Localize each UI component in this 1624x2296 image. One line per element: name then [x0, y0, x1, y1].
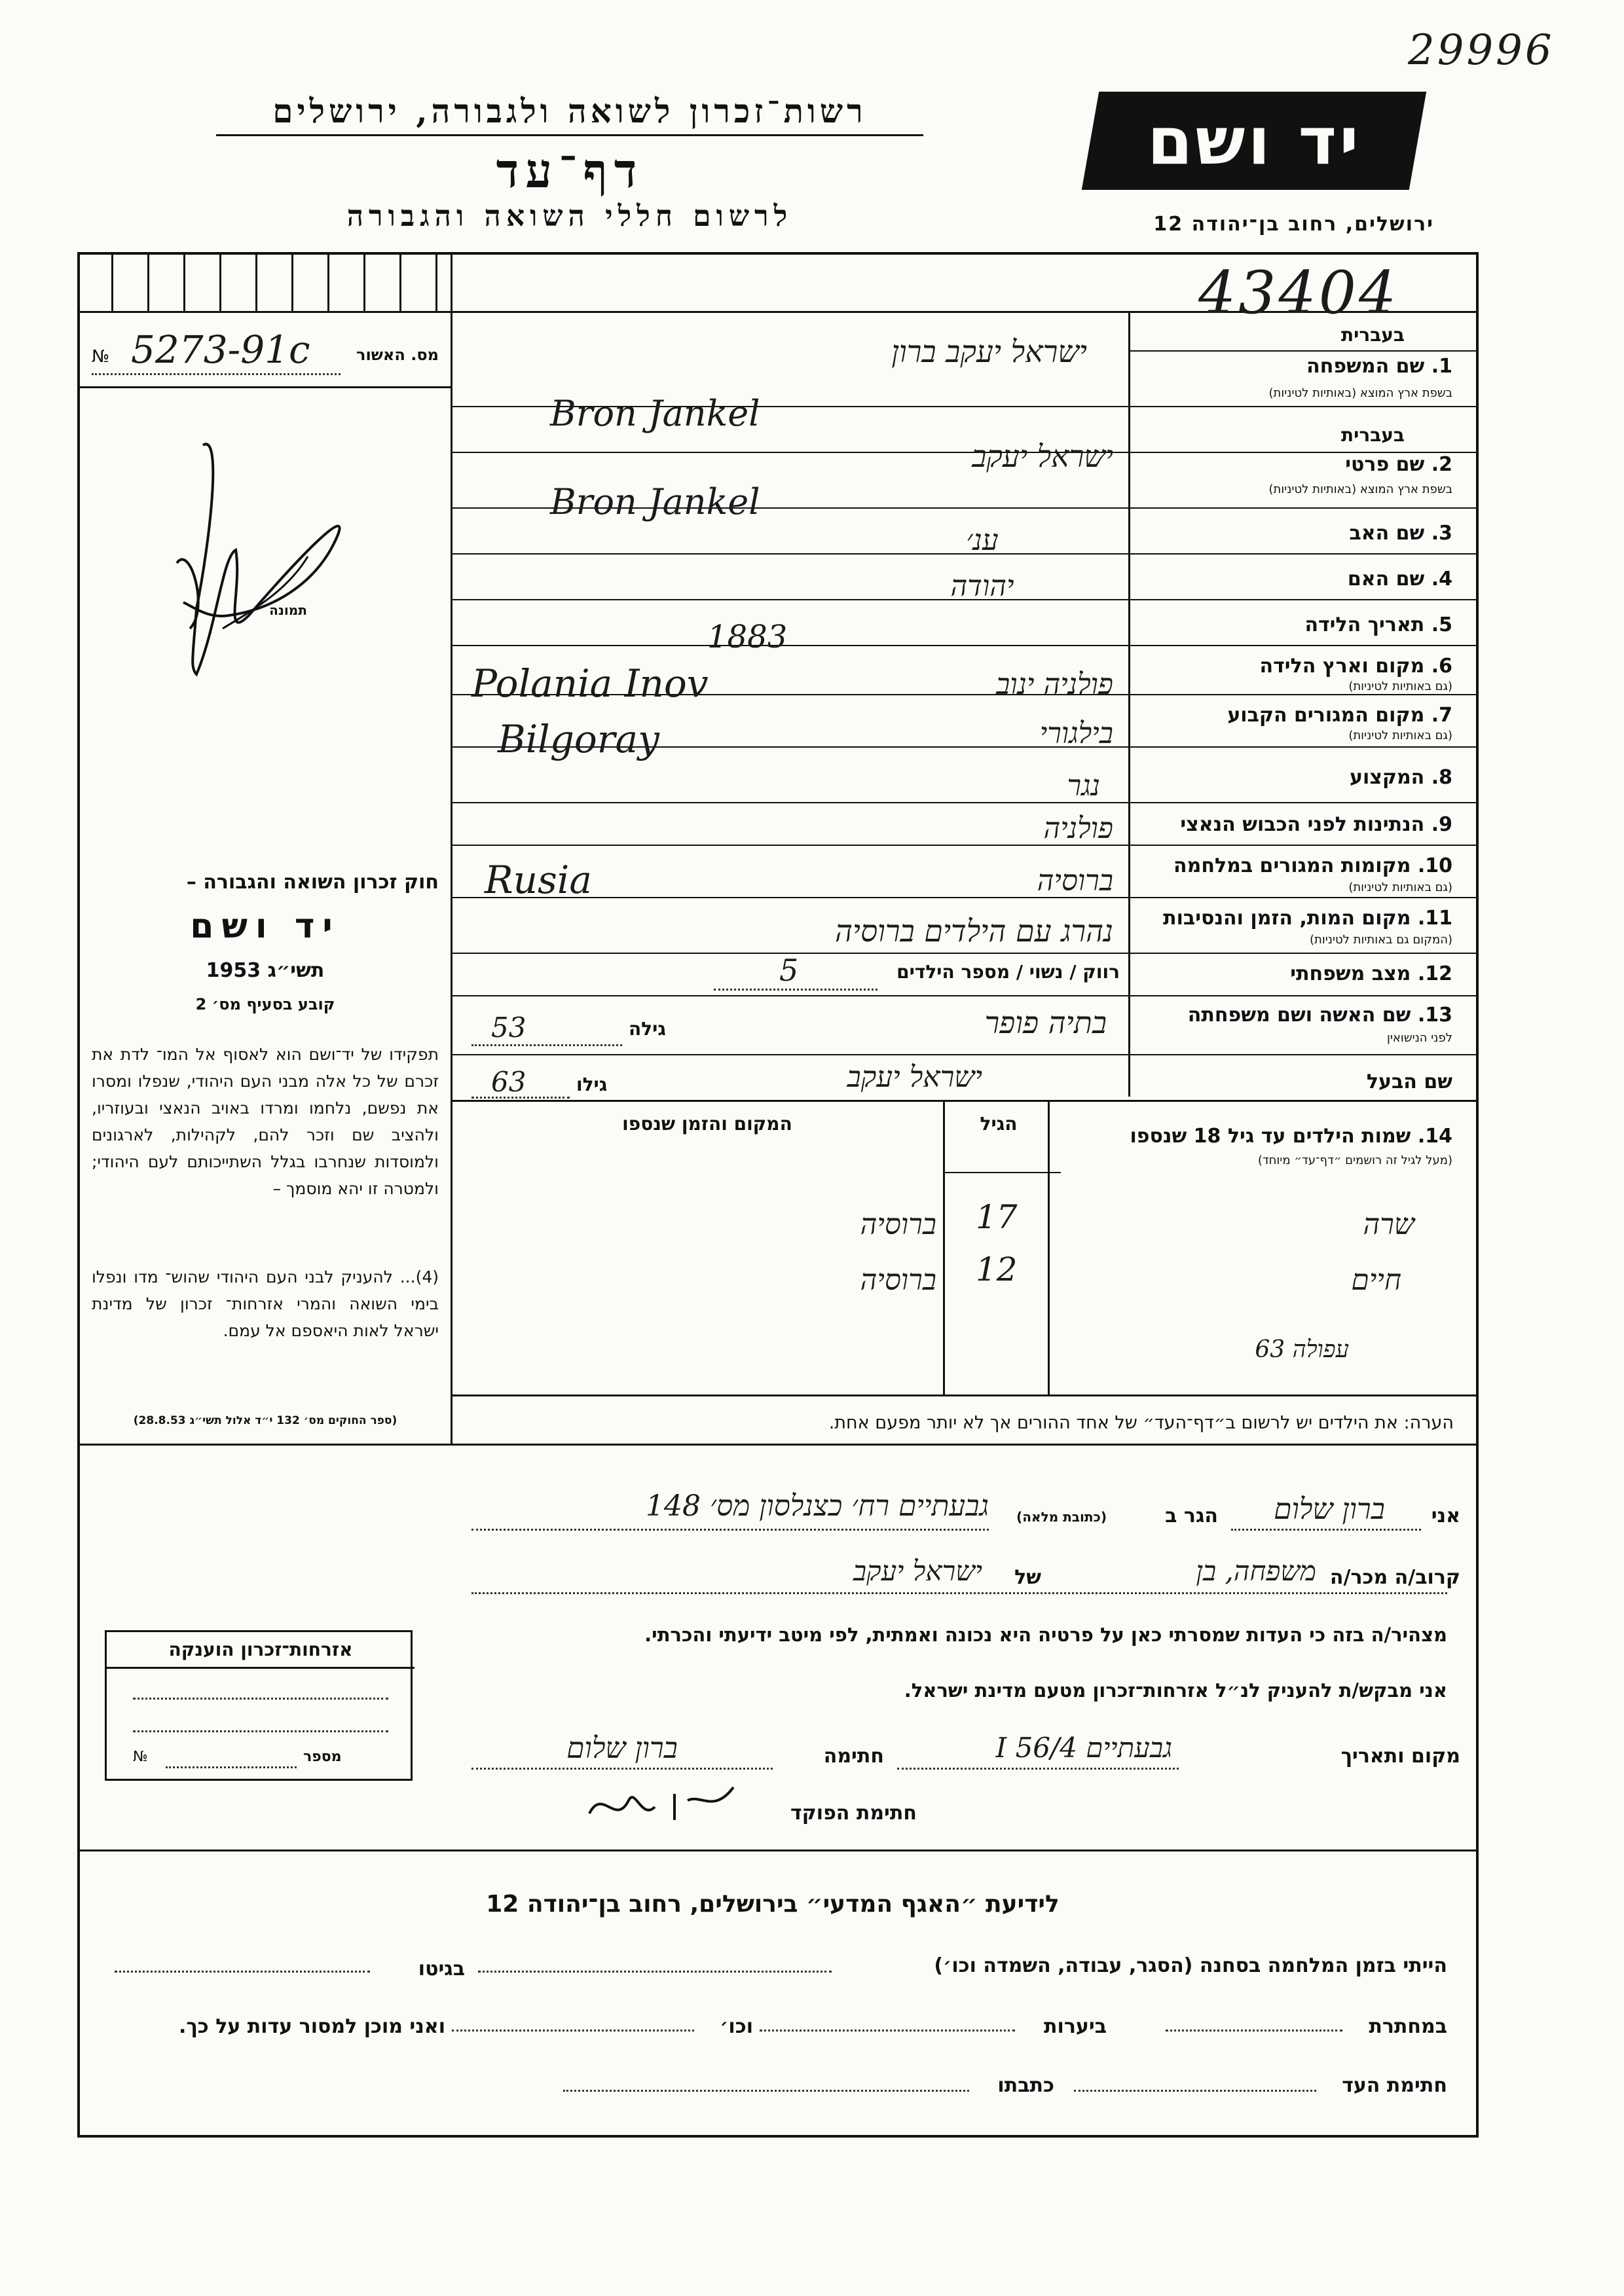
- form-subtitle: לרשום חללי השואה והגבורה: [346, 200, 793, 233]
- value-husband-name: ישראל יעקב: [847, 1061, 982, 1094]
- label-marital: 12. מצב משפחתי: [1290, 962, 1452, 985]
- authority-name: רשות־זכרון לשואה ולגבורה, ירושלים: [272, 92, 867, 130]
- footer-q3-address: כתבתו: [997, 2074, 1054, 2097]
- photo-label: תמונה: [269, 602, 307, 618]
- value-wartime-residence-lat: Rusia: [485, 858, 592, 902]
- value-children-count: 5: [779, 953, 799, 988]
- label-citizenship: 9. הנתינות לפני הכבוש הנאצי: [1180, 813, 1452, 836]
- decl-relative-label: קרוב/ה מכר/ה: [1329, 1566, 1460, 1589]
- decl-of-label: של: [1014, 1566, 1041, 1589]
- child-age: 17: [976, 1198, 1018, 1236]
- footer-info: לידיעת ״האגף המדעי״ בירושלים, רחוב בן־יהודה 12: [486, 1891, 1060, 1918]
- decl-resident: הגר ב: [1165, 1504, 1218, 1527]
- photo-area: [124, 393, 413, 720]
- officer-signature: [576, 1774, 747, 1833]
- label-col-age: הגיל: [980, 1113, 1018, 1135]
- law-year: תשי״ג 1953: [206, 959, 325, 982]
- children-divider-2: [943, 1100, 945, 1394]
- label-in-hebrew-1: בעברית: [1340, 324, 1405, 346]
- label-in-hebrew-2: בעברית: [1340, 424, 1405, 446]
- label-husband-age: גילו: [576, 1074, 608, 1095]
- label-birth-place-sub: (גם באותיות לטיניות): [1348, 680, 1452, 693]
- header-address: ירושלים, רחוב בן־יהודה 12: [1153, 213, 1434, 236]
- law-title: חוק זכרון השואה והגבורה –: [186, 871, 439, 894]
- value-wife-age: 53: [491, 1011, 526, 1044]
- decl-i-am: אני: [1431, 1504, 1460, 1527]
- footer-q2-etc: וכו׳: [720, 2015, 753, 2038]
- archive-number: 29996: [1408, 26, 1555, 75]
- label-first-name: 2. שם פרטי: [1345, 453, 1452, 476]
- label-children: 14. שמות הילדים עד גיל 18 שנספו: [1130, 1125, 1452, 1148]
- approval-label: מס. האשור: [356, 346, 439, 364]
- decl-relation: משפחה, בן: [1196, 1555, 1316, 1587]
- label-husband: שם הבעל: [1366, 1070, 1452, 1093]
- citizenship-number-label: מספר: [303, 1749, 342, 1765]
- footer-q1-ghetto: בגיטו: [418, 1958, 465, 1980]
- value-first-name-he: ישראל יעקב: [972, 439, 1113, 474]
- law-clause: קובע בסעיף מס׳ 2: [195, 995, 335, 1013]
- footer-q1: הייתי בזמן המלחמה בסחנה (הסגר, עבודה, השמדה וכו׳): [934, 1954, 1447, 1977]
- decl-witness-name: ברון שלום: [1274, 1493, 1385, 1526]
- decl-signature-label: חתימה: [823, 1745, 884, 1768]
- label-residence: 7. מקום המגורים הקבוע: [1227, 704, 1452, 727]
- approval-row: [92, 327, 445, 372]
- approval-rule: [77, 386, 451, 388]
- decl-place-date: גבעתיים 4/I 56: [995, 1732, 1172, 1764]
- label-surname: 1. שם המשפחה: [1306, 355, 1452, 378]
- value-citizenship: פולניה: [1043, 812, 1113, 845]
- label-birth-date: 5. תאריך הלידה: [1304, 613, 1452, 636]
- citizenship-title: אזרחות־זכרון הוענקה: [107, 1639, 415, 1669]
- child-name: חיים: [1351, 1264, 1401, 1297]
- label-wife: 13. שם האשה ושם משפחתה: [1187, 1004, 1452, 1027]
- citizenship-box: [105, 1630, 413, 1781]
- form-title: דף־עד: [496, 143, 644, 198]
- label-wartime-residence: 10. מקומות המגורים במלחמה: [1173, 854, 1452, 877]
- law-text: תפקידו של יד־ושם הוא לאסוף אל המו־ לדת את זכרם של כל אלה מבני העם היהודי, שנפלו ומסרו את נפשם, נלחמו ומרדו באויב הנאצי ובעוזריו, ולהציב שם וזכר להם, לקהילות, לארגונים ולמוסדות שנחרבו בגלל השתייכותם לעם היהודי; ולמטרה זו יהא מוסמך –: [92, 1045, 439, 1198]
- child-place: ברוסיה: [860, 1264, 936, 1297]
- value-birth-date: 1883: [707, 619, 788, 655]
- child-age: 12: [976, 1250, 1018, 1288]
- value-birth-place-lat: Polania Inov: [471, 661, 709, 706]
- value-wartime-residence-he: ברוסיה: [1037, 864, 1113, 898]
- label-profession: 8. המקצוע: [1350, 766, 1452, 789]
- label-divider: [1128, 311, 1130, 1097]
- label-surname-sub: בשפת ארץ המוצא (באותיות לטיניות): [1268, 386, 1452, 400]
- label-wartime-residence-sub: (גם באותיות לטיניות): [1348, 881, 1452, 894]
- label-father: 3. שם האב: [1349, 522, 1452, 545]
- label-marital-options: רווק / נשוי / מספר הילדים: [896, 961, 1120, 983]
- decl-relation-of: ישראל יעקב: [853, 1555, 982, 1587]
- decl-statement: מצהיר/ה בזה כי העדות שמסרתי כאן על פרטיה היא נכונה ואמתית, לפי מיטב ידיעתי והכרתי.: [644, 1624, 1447, 1646]
- approval-no-sign: №: [92, 347, 110, 367]
- footer-q2-tail: ואני מוכן למסור עדות על כך.: [179, 2015, 445, 2038]
- label-wife-age: גילה: [629, 1018, 666, 1040]
- footer-q2-camp: במחתרת: [1369, 2015, 1447, 2038]
- label-first-name-sub: בשפת ארץ המוצא (באותיות לטיניות): [1268, 483, 1452, 496]
- value-wife-name: בתיה פופר: [984, 1005, 1107, 1040]
- decl-signature: ברון שלום: [566, 1732, 678, 1765]
- value-surname-lat: Bron Jankel: [550, 393, 760, 434]
- value-husband-age: 63: [491, 1066, 526, 1098]
- label-col-place: המקום והזמן שנספו: [622, 1113, 792, 1135]
- label-death: 11. מקום המות, הזמן והנסיבות: [1163, 907, 1452, 930]
- decl-place-date-label: מקום ותאריך: [1340, 1745, 1460, 1768]
- law-name: יד ושם: [190, 907, 341, 946]
- footer-q3-witness: חתימת העד: [1342, 2074, 1447, 2097]
- label-mother: 4. שם האם: [1347, 568, 1452, 591]
- label-children-sub: (מעל לגיל זה רושמים ״דף־עד״ מיוחד): [1257, 1154, 1452, 1167]
- header-rule: [216, 134, 923, 136]
- footer-q2-forest: ביערות: [1044, 2015, 1107, 2038]
- sidebar-divider: [451, 252, 452, 1444]
- decl-officer-label: חתימת הפוקד: [790, 1802, 917, 1825]
- label-death-sub: (המקום גם באותיות לטיניות): [1309, 933, 1452, 947]
- label-residence-sub: (גם באותיות לטיניות): [1348, 729, 1452, 742]
- value-birth-place-he: פולניה ינוב: [996, 668, 1113, 701]
- value-mother: יהודה: [950, 570, 1014, 603]
- citizenship-no-sign: №: [133, 1749, 148, 1765]
- registry-number: 43404: [1198, 259, 1399, 327]
- children-divider-1: [1048, 1100, 1050, 1394]
- value-father: ענ׳: [966, 524, 999, 557]
- decl-witness-address: גבעתיים רח׳ כצנלסון מס׳ 148: [646, 1489, 989, 1523]
- photo-scribble: [183, 444, 340, 674]
- law-reference: (ספר החוקים מס׳ 132 י״ד אלול תשי״ג 28.8.53): [133, 1414, 397, 1427]
- decl-address-hint: (כתובת מלאה): [1016, 1509, 1107, 1525]
- law-text-2: (4)... להעניק לבני העם היהודי שהוש־ מדו ונפלו בימי השואה והמרי אזרחות־ זכרון של מדינת ישראל לאות היאספם אל עמם.: [92, 1267, 439, 1340]
- value-residence-lat: Bilgoray: [498, 717, 659, 761]
- decl-request: אני מבקש/ת להעניק לנ״ל אזרחות־זכרון מטעם מדינת ישראל.: [904, 1679, 1447, 1702]
- value-first-name-lat: Bron Jankel: [550, 481, 760, 522]
- binding-strip: [77, 252, 451, 311]
- value-profession: נגר: [1067, 769, 1100, 803]
- logo-text: יד ושם: [1147, 102, 1361, 179]
- value-surname-he: ישראל יעקב ברון: [891, 334, 1087, 369]
- label-wife-sub: לפני הנישואין: [1386, 1031, 1452, 1045]
- label-birth-place: 6. מקום וארץ הלידה: [1259, 655, 1452, 678]
- value-residence-he: בילגורי: [1039, 717, 1113, 750]
- yad-vashem-logo: [1082, 92, 1426, 190]
- value-death: נהרג עם הילדים ברוסיה: [834, 913, 1113, 949]
- form-remark: הערה: את הילדים יש לרשום ב״דף־העד״ של אחד ההורים אך לא יותר מפעם אחת.: [828, 1413, 1454, 1433]
- approval-value: 5273-91c: [131, 327, 310, 372]
- children-extra-note: עפולה 63: [1255, 1336, 1349, 1363]
- child-place: ברוסיה: [860, 1208, 936, 1241]
- child-name: שרה: [1363, 1208, 1414, 1241]
